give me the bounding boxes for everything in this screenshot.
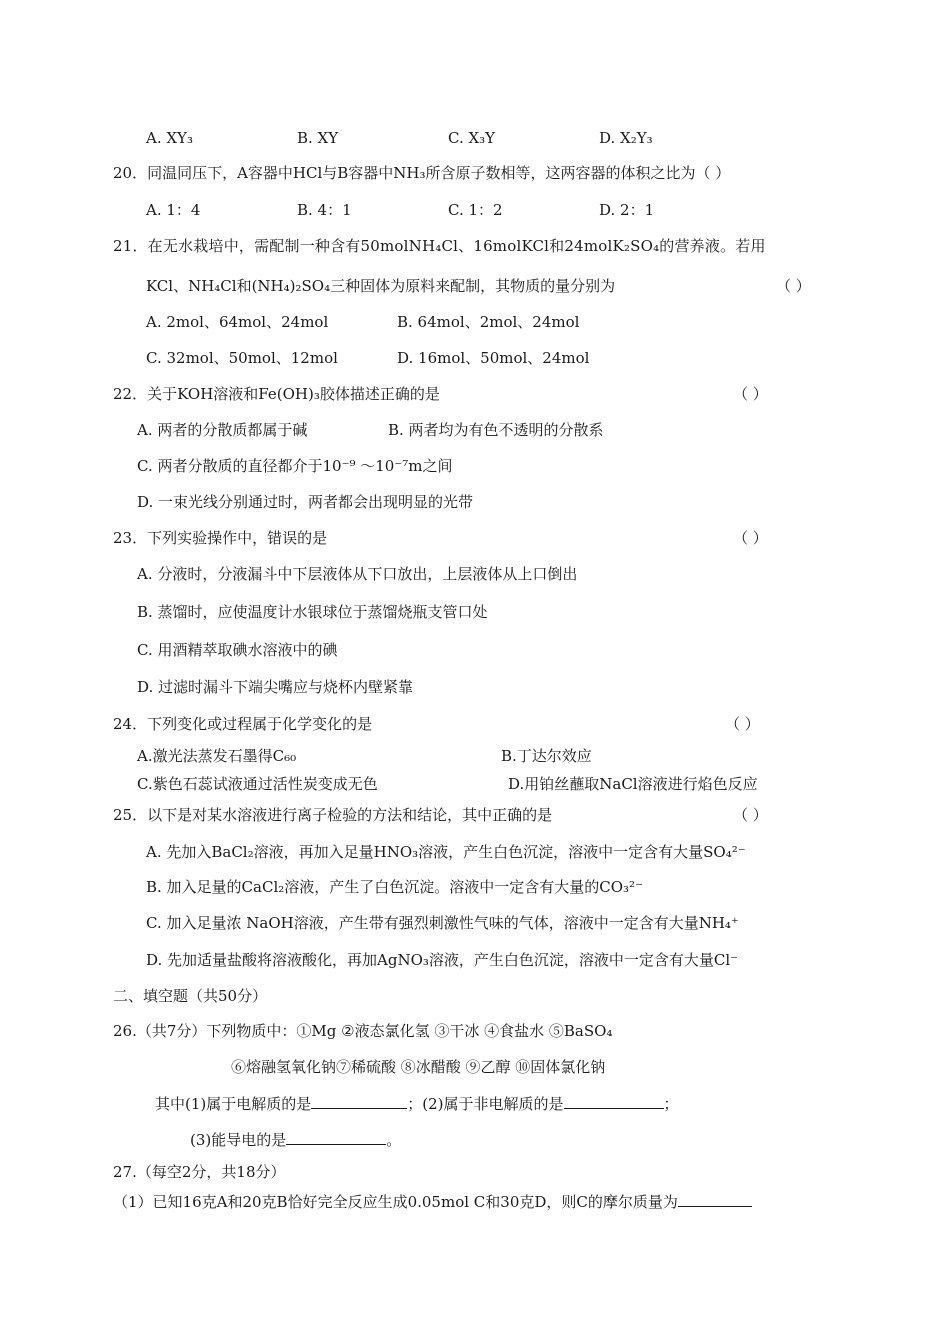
q26-part3-end: 。 [386,1131,402,1149]
q25-option-d: D. 先加适量盐酸将溶液酸化，再加AgNO₃溶液，产生白色沉淀，溶液中一定含有大量Cl⁻ [146,951,739,969]
q27-answer-blank-1[interactable] [678,1192,752,1207]
q27-part1-line [113,1192,752,1212]
q26-answer-blank-1[interactable] [311,1094,407,1109]
q19-option-a: A. XY₃ [146,129,193,147]
q26-answer-blank-3[interactable] [286,1130,386,1145]
q26-part3-label: (3)能导电的是 [190,1131,287,1149]
q25-option-b: B. 加入足量的CaCl₂溶液，产生了白色沉淀。溶液中一定含有大量的CO₃²⁻ [146,878,643,896]
q26-blank-line [155,1094,679,1114]
q19-option-b: B. XY [297,129,339,147]
q24-stem: 24．下列变化或过程属于化学变化的是 [113,715,373,733]
q21-option-c: C. 32mol、50mol、12mol [146,349,338,367]
section-title: 二、填空题（共50分） [113,987,268,1005]
q27-part1-text: （1）已知16克A和20克B恰好完全反应生成0.05mol C和30克D，则C的摩尔质量为 [113,1193,678,1211]
q26-answer-blank-2[interactable] [564,1094,664,1109]
q21-stem-line2: KCl、NH₄Cl和(NH₄)₂SO₄三种固体为原料来配制，其物质的量分别为 [146,277,616,295]
q20-option-d: D. 2：1 [599,201,655,219]
q19-option-c: C. X₃Y [448,129,496,147]
q20-option-b: B. 4：1 [297,201,352,219]
q22-option-a: A. 两者的分散质都属于碱 [137,421,308,439]
q26-part2-label: ；(2)属于非电解质的是 [407,1095,564,1113]
q21-option-b: B. 64mol、2mol、24mol [397,313,580,331]
q26-line1: 26.（共7分）下列物质中：①Mg ②液态氯化氢 ③干冰 ④食盐水 ⑤BaSO₄ [113,1022,613,1040]
q20-option-c: C. 1：2 [448,201,503,219]
q23-option-c: C. 用酒精萃取碘水溶液中的碘 [137,641,338,659]
q26-part2-end: ； [663,1095,679,1113]
q25-answer-paren: （ ） [733,806,768,824]
q21-stem-line1: 21．在无水栽培中，需配制一种含有50molNH₄Cl、16molKCl和24molK₂SO₄的营养液。若用 [113,237,766,255]
q20-stem: 20．同温同压下，A容器中HCl与B容器中NH₃所含原子数相等，这两容器的体积之比为（ ） [113,164,731,182]
q20-option-a: A. 1：4 [146,201,201,219]
q23-option-d: D. 过滤时漏斗下端尖嘴应与烧杯内壁紧靠 [137,678,414,696]
q26-part1-label: 其中(1)属于电解质的是 [155,1095,312,1113]
q21-option-d: D. 16mol、50mol、24mol [397,349,590,367]
q23-answer-paren: （ ） [733,529,768,547]
q23-option-a: A. 分液时，分液漏斗中下层液体从下口放出，上层液体从上口倒出 [137,565,578,583]
q23-stem: 23．下列实验操作中，错误的是 [113,529,328,547]
q22-option-c: C. 两者分散质的直径都介于10⁻⁹ ～10⁻⁷m之间 [137,457,453,475]
q25-option-a: A. 先加入BaCl₂溶液，再加入足量HNO₃溶液，产生白色沉淀，溶液中一定含有大量SO₄²⁻ [146,843,746,861]
q24-option-d: D.用铂丝蘸取NaCl溶液进行焰色反应 [508,775,758,793]
q22-stem: 22．关于KOH溶液和Fe(OH)₃胶体描述正确的是 [113,385,440,403]
q24-option-c: C.紫色石蕊试液通过活性炭变成无色 [137,775,378,793]
q24-option-a: A.激光法蒸发石墨得C₆₀ [137,747,297,765]
q23-option-b: B. 蒸馏时，应使温度计水银球位于蒸馏烧瓶支管口处 [137,603,488,621]
q21-answer-paren: （ ） [776,277,811,295]
q22-option-d: D. 一束光线分别通过时，两者都会出现明显的光带 [137,493,474,511]
q22-option-b: B. 两者均为有色不透明的分散系 [388,421,604,439]
q22-answer-paren: （ ） [733,385,768,403]
q24-answer-paren: （ ） [725,715,760,733]
q26-line2: ⑥熔融氢氧化钠⑦稀硫酸 ⑧冰醋酸 ⑨乙醇 ⑩固体氯化钠 [231,1058,606,1076]
q27-heading: 27.（每空2分，共18分） [113,1163,286,1181]
q19-option-d: D. X₂Y₃ [599,129,653,147]
q25-option-c: C. 加入足量浓 NaOH溶液，产生带有强烈刺激性气味的气体，溶液中一定含有大量NH₄⁺ [146,914,739,932]
q24-option-b: B.丁达尔效应 [501,747,592,765]
q26-blank-line-3 [190,1130,401,1150]
q21-option-a: A. 2mol、64mol、24mol [146,313,329,331]
q25-stem: 25．以下是对某水溶液进行离子检验的方法和结论，其中正确的是 [113,806,553,824]
